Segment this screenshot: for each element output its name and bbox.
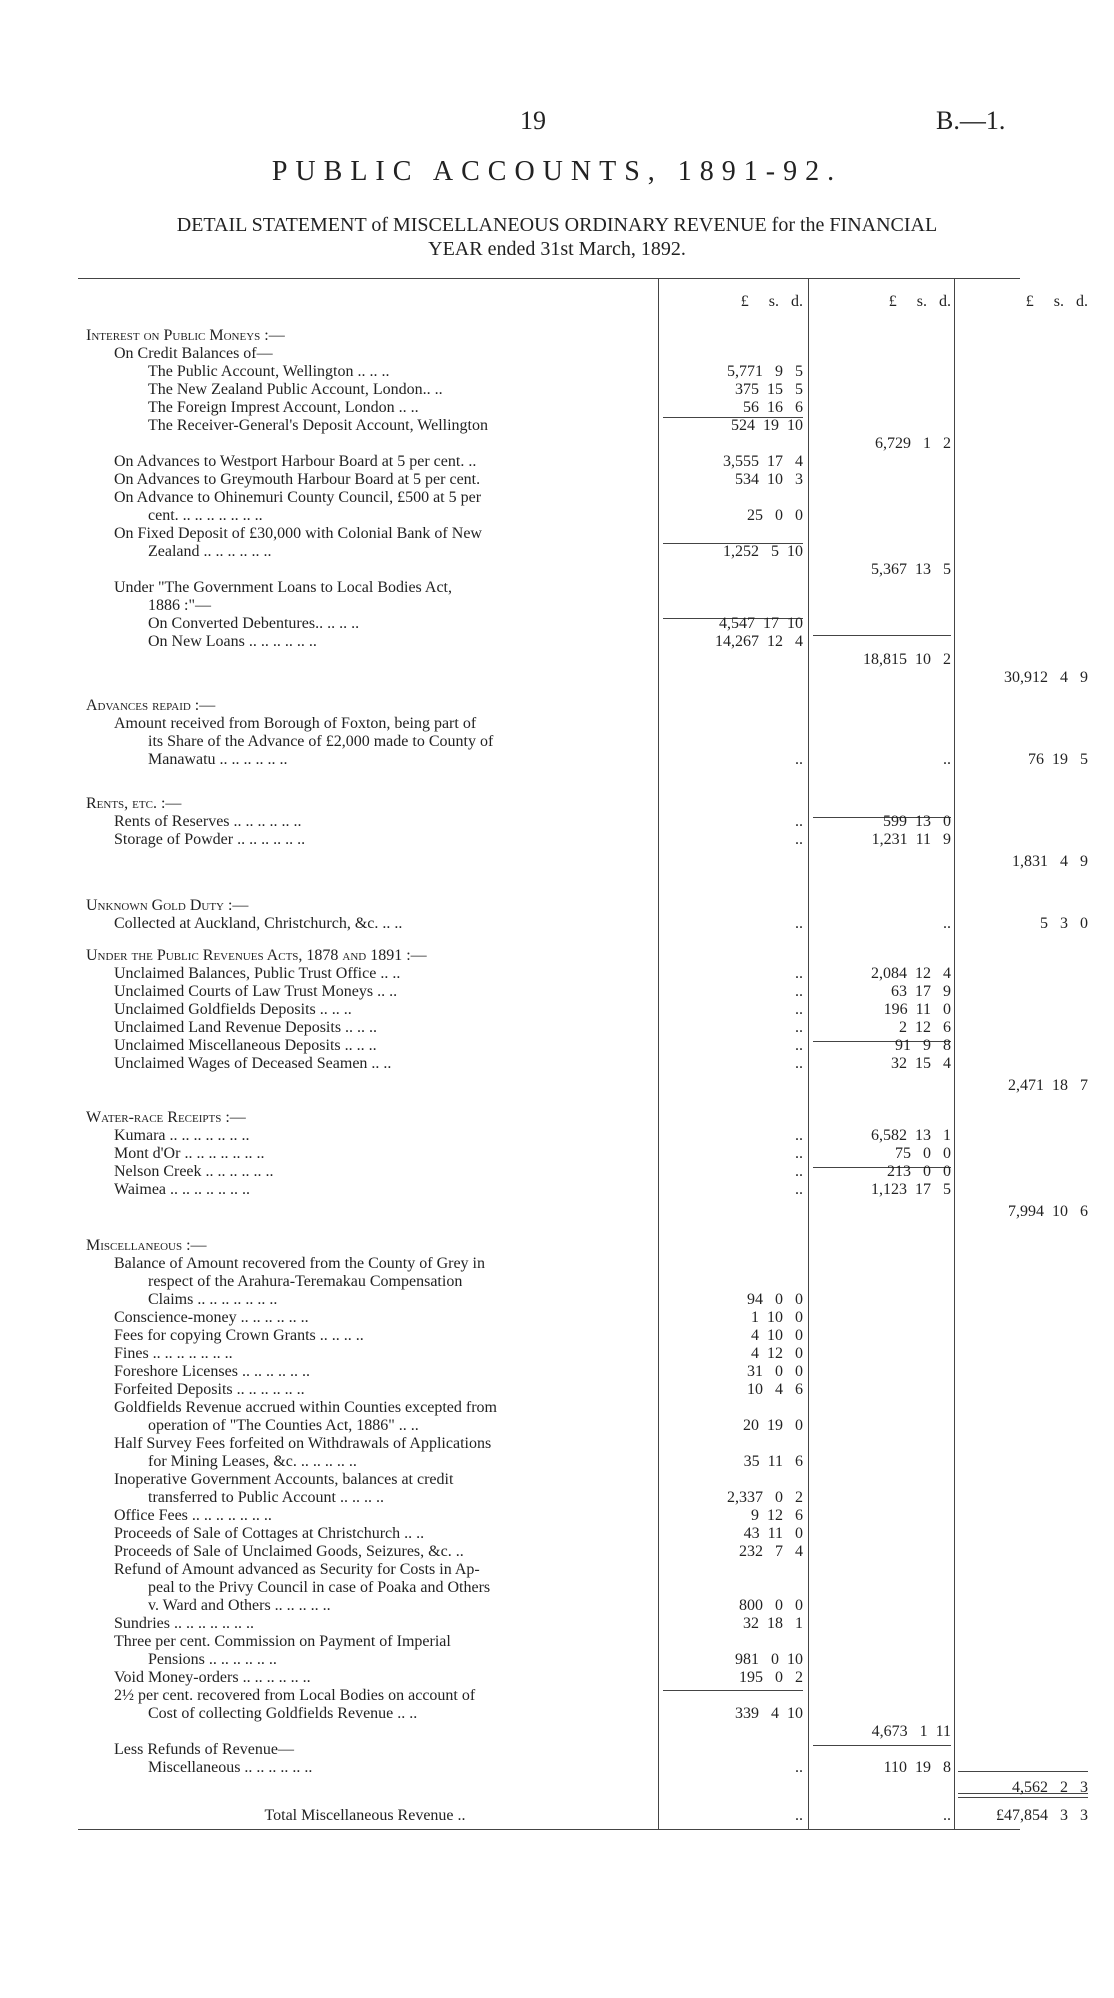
row-label: Void Money-orders .. .. .. .. .. .. (114, 1669, 311, 1686)
row-label: On Converted Debentures.. .. .. .. (148, 615, 360, 632)
amount-column-1: 4,547 17 10 (719, 615, 803, 632)
amount-column-1: 800 0 0 (739, 1597, 803, 1614)
amount-column-1: 43 11 0 (743, 1525, 803, 1542)
table-row (78, 435, 1020, 453)
table-row (78, 453, 1020, 471)
row-label: transferred to Public Account .. .. .. .. (148, 1489, 384, 1506)
row-label: 2½ per cent. recovered from Local Bodies on account of (114, 1687, 476, 1704)
statement-subtitle (60, 213, 1054, 261)
amount-column-2: .. (943, 1807, 951, 1824)
row-label: Half Survey Fees forfeited on Withdrawals of Applications (114, 1435, 492, 1452)
section-heading: Under the Public Revenues Acts, 1878 and 1891 :— (86, 947, 427, 964)
amount-column-1: .. (795, 813, 803, 830)
row-label: Less Refunds of Revenue— (114, 1741, 294, 1758)
amount-column-1: .. (795, 1055, 803, 1072)
table-row (78, 947, 1020, 965)
table-row (78, 1741, 1020, 1759)
row-label: Amount received from Borough of Foxton, being part of (114, 715, 477, 732)
table-row (78, 1779, 1088, 1797)
subtitle-line-2: YEAR ended 31st March, 1892. (428, 238, 686, 260)
row-label: Unclaimed Miscellaneous Deposits .. .. .. (114, 1037, 377, 1054)
table-row (78, 1615, 1020, 1633)
amount-column-1: 3,555 17 4 (723, 453, 803, 470)
table-row (78, 1327, 1020, 1345)
row-label: Office Fees .. .. .. .. .. .. .. (114, 1507, 272, 1524)
row-label: Balance of Amount recovered from the County of Grey in (114, 1255, 485, 1272)
table-row (78, 543, 1020, 561)
row-label: Claims .. .. .. .. .. .. .. (148, 1291, 278, 1308)
row-label: Collected at Auckland, Christchurch, &c. .. .. (114, 915, 403, 932)
amount-column-2: 75 0 0 (895, 1145, 951, 1162)
row-label: Nelson Creek .. .. .. .. .. .. (114, 1163, 274, 1180)
row-label: Goldfields Revenue accrued within Counties excepted from (114, 1399, 497, 1416)
section-heading: Interest on Public Moneys :— (86, 327, 285, 344)
table-row (78, 1633, 1020, 1651)
table-row (78, 381, 1020, 399)
row-label: cent. .. .. .. .. .. .. .. (148, 507, 263, 524)
table-row (78, 561, 1020, 579)
amount-column-1: 9 12 6 (751, 1507, 803, 1524)
amount-column-2: 6,582 13 1 (871, 1127, 951, 1144)
row-label: Three per cent. Commission on Payment of Imperial (114, 1633, 451, 1650)
amount-column-2: 196 11 0 (883, 1001, 951, 1018)
table-row (78, 1181, 1020, 1199)
row-label: Storage of Powder .. .. .. .. .. .. (114, 831, 306, 848)
table-row (78, 1037, 1020, 1055)
row-label: Fines .. .. .. .. .. .. .. (114, 1345, 233, 1362)
table-row (78, 1471, 1020, 1489)
amount-column-1: 4 12 0 (751, 1345, 803, 1362)
amount-column-1: 10 4 6 (747, 1381, 803, 1398)
row-label: Miscellaneous .. .. .. .. .. .. (148, 1759, 313, 1776)
table-row (78, 1273, 1020, 1291)
amount-column-2: 1,123 17 5 (871, 1181, 951, 1198)
amount-column-1: 35 11 6 (743, 1453, 803, 1470)
table-row (78, 1579, 1020, 1597)
amount-column-2: .. (943, 751, 951, 768)
table-row (78, 1345, 1020, 1363)
table-row (78, 525, 1020, 543)
row-label: The Receiver-General's Deposit Account, Wellington (148, 417, 488, 434)
table-row (78, 1399, 1020, 1417)
column-header-1: £ s. d. (740, 293, 803, 310)
amount-column-2: 2 12 6 (899, 1019, 951, 1036)
table-row (78, 1145, 1020, 1163)
amount-column-1: .. (795, 1163, 803, 1180)
table-row (78, 1237, 1020, 1255)
amount-column-1: .. (795, 1037, 803, 1054)
row-label: The Foreign Imprest Account, London .. .. (148, 399, 419, 416)
amount-column-1: .. (795, 1807, 803, 1824)
amount-column-1: 56 16 6 (743, 399, 803, 416)
amount-column-1: 339 4 10 (735, 1705, 803, 1722)
row-label: Unclaimed Goldfields Deposits .. .. .. (114, 1001, 352, 1018)
row-label: Sundries .. .. .. .. .. .. .. (114, 1615, 254, 1632)
amount-column-1: 31 0 0 (747, 1363, 803, 1380)
table-row (78, 853, 1088, 871)
row-label: On Fixed Deposit of £30,000 with Colonial Bank of New (114, 525, 482, 542)
amount-column-3: 4,562 2 3 (1012, 1779, 1088, 1796)
row-label: Proceeds of Sale of Unclaimed Goods, Seizures, &c. .. (114, 1543, 464, 1560)
section-heading: Miscellaneous :— (86, 1237, 207, 1254)
amount-column-3: 76 19 5 (1028, 751, 1088, 768)
row-label: Zealand .. .. .. .. .. .. (148, 543, 272, 560)
table-row (78, 1109, 1020, 1127)
amount-column-1: .. (795, 1759, 803, 1776)
amount-column-2: 63 17 9 (891, 983, 951, 1000)
table-row (78, 669, 1088, 687)
table-row (78, 1807, 1088, 1825)
table-row (78, 1687, 1020, 1705)
table-row (78, 831, 1020, 849)
row-label: Foreshore Licenses .. .. .. .. .. .. (114, 1363, 310, 1380)
amount-column-2: 91 9 8 (895, 1037, 951, 1054)
row-label: Pensions .. .. .. .. .. .. (148, 1651, 277, 1668)
table-row (78, 1127, 1020, 1145)
revenue-table (78, 278, 1088, 1830)
row-label: peal to the Privy Council in case of Poaka and Others (148, 1579, 491, 1596)
amount-column-3: 30,912 4 9 (1004, 669, 1088, 686)
table-row (78, 615, 1020, 633)
subtitle-line-1: DETAIL STATEMENT of MISCELLANEOUS ORDINARY REVENUE for the FINANCIAL (176, 214, 938, 236)
amount-column-1: .. (795, 1181, 803, 1198)
row-label: Kumara .. .. .. .. .. .. .. (114, 1127, 250, 1144)
amount-column-3: 2,471 18 7 (1008, 1077, 1088, 1094)
amount-column-3: 7,994 10 6 (1008, 1203, 1088, 1220)
section-heading: Advances repaid :— (86, 697, 216, 714)
page-title: PUBLIC ACCOUNTS, 1891-92. (271, 156, 843, 187)
row-label: The Public Account, Wellington .. .. .. (148, 363, 390, 380)
amount-column-1: .. (795, 915, 803, 932)
amount-column-1: .. (795, 1019, 803, 1036)
table-row (78, 733, 1020, 751)
row-label: for Mining Leases, &c. .. .. .. .. .. (148, 1453, 357, 1470)
row-label: Rents of Reserves .. .. .. .. .. .. (114, 813, 302, 830)
table-row (78, 1723, 1020, 1741)
table-row (78, 915, 1088, 933)
table-row (78, 1759, 1020, 1777)
row-label: Unclaimed Land Revenue Deposits .. .. .. (114, 1019, 378, 1036)
amount-column-1: .. (795, 983, 803, 1000)
row-label: Mont d'Or .. .. .. .. .. .. .. (114, 1145, 265, 1162)
row-label: Unclaimed Balances, Public Trust Office .. .. (114, 965, 401, 982)
row-label: Cost of collecting Goldfields Revenue .. .. (148, 1705, 418, 1722)
row-label: On Advance to Ohinemuri County Council, £500 at 5 per (114, 489, 482, 506)
amount-column-1: 2,337 0 2 (727, 1489, 803, 1506)
table-row (78, 1019, 1020, 1037)
table-row (78, 363, 1020, 381)
table-row (78, 1203, 1088, 1221)
amount-column-3: £47,854 3 3 (996, 1807, 1088, 1824)
row-label: Forfeited Deposits .. .. .. .. .. .. (114, 1381, 305, 1398)
table-row (78, 1525, 1020, 1543)
table-row (78, 1651, 1020, 1669)
row-label: Proceeds of Sale of Cottages at Christchurch .. .. (114, 1525, 425, 1542)
table-row (78, 1055, 1020, 1073)
amount-column-1: .. (795, 965, 803, 982)
table-row (78, 579, 1020, 597)
row-label: respect of the Arahura-Teremakau Compensation (148, 1273, 463, 1290)
row-label: On Advances to Westport Harbour Board at 5 per cent. .. (114, 453, 477, 470)
row-label: operation of "The Counties Act, 1886" .. .. (148, 1417, 419, 1434)
amount-column-1: 5,771 9 5 (727, 363, 803, 380)
row-label: Unclaimed Wages of Deceased Seamen .. .. (114, 1055, 392, 1072)
amount-column-2: 18,815 10 2 (863, 651, 951, 668)
row-label: Inoperative Government Accounts, balances at credit (114, 1471, 454, 1488)
table-row (78, 983, 1020, 1001)
row-label: v. Ward and Others .. .. .. .. .. (148, 1597, 331, 1614)
table-row (78, 1561, 1020, 1579)
amount-column-2: 2,084 12 4 (871, 965, 951, 982)
amount-column-1: 14,267 12 4 (715, 633, 803, 650)
column-header-3: £ s. d. (1025, 293, 1088, 310)
row-label: Waimea .. .. .. .. .. .. .. (114, 1181, 251, 1198)
table-row (78, 651, 1020, 669)
column-header-2: £ s. d. (888, 293, 951, 310)
amount-column-1: 1 10 0 (751, 1309, 803, 1326)
amount-column-2: 1,231 11 9 (871, 831, 951, 848)
table-row (78, 1163, 1020, 1181)
table-row (78, 751, 1088, 769)
row-label: On Credit Balances of— (114, 345, 273, 362)
amount-column-1: 375 15 5 (735, 381, 803, 398)
amount-column-2: 4,673 1 11 (871, 1723, 951, 1740)
amount-column-1: .. (795, 1001, 803, 1018)
amount-column-1: 20 19 0 (743, 1417, 803, 1434)
table-row (78, 965, 1020, 983)
table-row (78, 489, 1020, 507)
table-row (78, 1435, 1020, 1453)
row-label: its Share of the Advance of £2,000 made to County of (148, 733, 494, 750)
amount-column-1: 1,252 5 10 (723, 543, 803, 560)
amount-column-3: 1,831 4 9 (1012, 853, 1088, 870)
row-label: Fees for copying Crown Grants .. .. .. .. (114, 1327, 364, 1344)
amount-column-3: 5 3 0 (1040, 915, 1088, 932)
table-row (78, 1489, 1020, 1507)
amount-column-1: 981 0 10 (735, 1651, 803, 1668)
table-row (78, 417, 1020, 435)
table-row (78, 1507, 1020, 1525)
amount-column-2: 6,729 1 2 (875, 435, 951, 452)
table-row (78, 597, 1020, 615)
table-row (78, 1309, 1020, 1327)
row-label: 1886 :"— (148, 597, 211, 614)
table-row (78, 1597, 1020, 1615)
amount-column-2: .. (943, 915, 951, 932)
table-row (78, 507, 1020, 525)
amount-column-2: 5,367 13 5 (871, 561, 951, 578)
table-row (78, 399, 1020, 417)
row-label: On New Loans .. .. .. .. .. .. (148, 633, 317, 650)
amount-column-1: 32 18 1 (743, 1615, 803, 1632)
amount-column-1: .. (795, 1145, 803, 1162)
table-row (78, 327, 1020, 345)
table-row (78, 697, 1020, 715)
table-row (78, 345, 1020, 363)
row-label: Conscience-money .. .. .. .. .. .. (114, 1309, 309, 1326)
amount-column-2: 110 19 8 (883, 1759, 951, 1776)
row-label: Manawatu .. .. .. .. .. .. (148, 751, 288, 768)
amount-column-1: .. (795, 1127, 803, 1144)
table-row (78, 1001, 1020, 1019)
table-row (78, 897, 1020, 915)
page-number: 19 (520, 106, 546, 135)
table-row (78, 1381, 1020, 1399)
table-row (78, 633, 1020, 651)
table-row (78, 1705, 1020, 1723)
amount-column-1: 524 19 10 (731, 417, 803, 434)
table-row (78, 795, 1020, 813)
amount-column-1: 94 0 0 (747, 1291, 803, 1308)
amount-column-1: 195 0 2 (739, 1669, 803, 1686)
section-heading: Rents, etc. :— (86, 795, 182, 812)
amount-column-2: 32 15 4 (891, 1055, 951, 1072)
amount-column-1: 232 7 4 (739, 1543, 803, 1560)
amount-column-1: .. (795, 751, 803, 768)
amount-column-1: 25 0 0 (747, 507, 803, 524)
table-row (78, 1255, 1020, 1273)
table-row (78, 471, 1020, 489)
row-label: Total Miscellaneous Revenue .. (264, 1807, 466, 1824)
table-row (78, 1543, 1020, 1561)
section-heading: Unknown Gold Duty :— (86, 897, 249, 914)
table-row (78, 715, 1020, 733)
table-row (78, 1291, 1020, 1309)
amount-column-2: 213 0 0 (887, 1163, 951, 1180)
table-row (78, 1363, 1020, 1381)
row-label: Refund of Amount advanced as Security for Costs in Ap- (114, 1561, 480, 1578)
amount-column-1: .. (795, 831, 803, 848)
table-row (78, 1077, 1088, 1095)
row-label: The New Zealand Public Account, London.. .. (148, 381, 443, 398)
row-label: On Advances to Greymouth Harbour Board at 5 per cent. (114, 471, 481, 488)
section-heading: Water-race Receipts :— (86, 1109, 246, 1126)
amount-column-1: 4 10 0 (751, 1327, 803, 1344)
table-row (78, 1417, 1020, 1435)
table-row (78, 1669, 1020, 1687)
table-row (78, 1453, 1020, 1471)
amount-column-2: 599 13 0 (883, 813, 951, 830)
row-label: Under "The Government Loans to Local Bodies Act, (114, 579, 452, 596)
row-label: Unclaimed Courts of Law Trust Moneys .. .. (114, 983, 398, 1000)
table-row (78, 813, 1020, 831)
amount-column-1: 534 10 3 (735, 471, 803, 488)
document-reference: B.—1. (936, 106, 1006, 135)
